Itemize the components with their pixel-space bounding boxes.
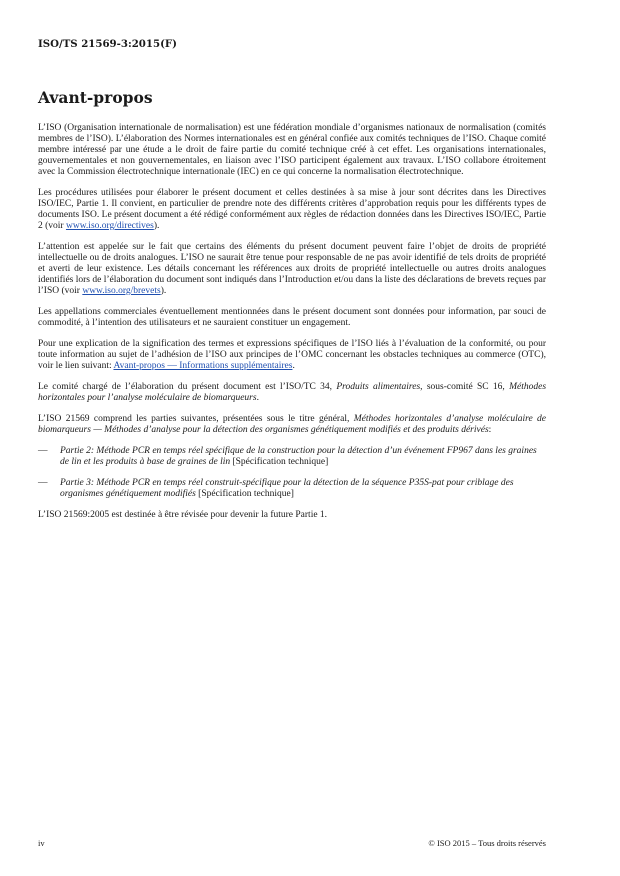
- parts-intro-text: L’ISO 21569 comprend les parties suivantes, présentées sous le titre général,: [38, 414, 354, 424]
- parts-intro-end: :: [488, 425, 492, 435]
- parts-general-title: Méthodes horizontales d’analyse moléculaire de biomarqueurs — Méthodes d’analyse pour la détection des organismes génétiquement modifiés et des produits dérivés: [38, 414, 546, 435]
- paragraph-patents: [38, 242, 546, 297]
- list-dash: —: [38, 478, 48, 488]
- paragraph-trade-names: Les appellations commerciales éventuellement mentionnées dans le présent document sont données pour information, par souci de commodité, à l’intention des utilisateurs et ne sauraient constituer un engagement.: [38, 307, 546, 328]
- copyright-notice: © ISO 2015 – Tous droits réservés: [428, 838, 546, 848]
- committee-text: Le comité chargé de l’élaboration du présent document est l’ISO/TC 34,: [38, 382, 337, 392]
- list-item-title: Partie 2: Méthode PCR en temps réel spécifique de la construction pour la détection d’un événement FP967 dans les graines de lin et les produits à base de graines de lin: [60, 446, 537, 467]
- paragraph-procedures: [38, 188, 546, 232]
- list-item: [38, 478, 546, 500]
- patents-text: L’attention est appelée sur le fait que certains des éléments du présent document peuvent faire l’objet de droits de propriété intellectuelle ou de droits analogues. L’ISO ne saurait être tenue pour responsable de ne pas avoir identifié de tels droits de propriété et averti de leur existence. Les détails concernant les références aux droits de propriété intellectuelle ou autres droits analogues identifiés lors de l’élaboration du document sont indiqués dans l’Introduction et/ou dans la liste des déclarations de brevets reçues par l’ISO (voir: [38, 242, 546, 296]
- paragraph-revision: L’ISO 21569:2005 est destinée à être révisée pour devenir la future Partie 1.: [38, 510, 328, 520]
- foreword-info-link[interactable]: Avant-propos — Informations supplémentaires: [113, 361, 293, 371]
- patents-end: ).: [160, 286, 167, 296]
- procedures-text: Les procédures utilisées pour élaborer le présent document et celles destinées à sa mise à jour sont décrites dans les Directives ISO/IEC, Partie 1. Il convient, en particulier de prendre note des différents critères d’approbation requis pour les différents types de documents ISO. Le présent document a été rédigé conformément aux règles de rédaction données dans les Directives ISO/IEC, Partie 2 (voir: [38, 188, 546, 231]
- procedures-end: ).: [153, 221, 160, 231]
- paragraph-conformity: [38, 339, 546, 372]
- document-body: [38, 123, 546, 531]
- paragraph-iso-intro: L’ISO (Organisation internationale de normalisation) est une fédération mondiale d’organismes nationaux de normalisation (comités membres de l’ISO). L’élaboration des Normes internationales est en général confiée aux comités techniques de l’ISO. Chaque comité membre intéressé par une étude a le droit de faire partie du comité technique créé à cet effet. Les organisations internationales, gouvernementales et non gouvernementales, en liaison avec l’ISO participent également aux travaux. L’ISO collabore étroitement avec la Commission électrotechnique internationale (IEC) en ce qui concerne la normalisation électrotechnique.: [38, 123, 546, 177]
- list-item: [38, 446, 546, 468]
- conformity-end: .: [292, 361, 295, 371]
- paragraph-committee: [38, 382, 546, 404]
- page-title: Avant-propos: [38, 88, 153, 107]
- page-number: iv: [38, 838, 45, 848]
- committee-sc-name: Méthodes horizontales pour l’analyse moléculaire de biomarqueurs: [38, 382, 547, 403]
- document-id: ISO/TS 21569-3:2015(F): [38, 38, 177, 50]
- list-item-tail: [Spécification technique]: [230, 457, 329, 467]
- list-dash: —: [38, 446, 48, 456]
- list-item-text: [60, 478, 546, 500]
- patents-link[interactable]: www.iso.org/brevets: [82, 286, 161, 296]
- list-item-tail: [Spécification technique]: [195, 489, 294, 499]
- conformity-text: Pour une explication de la signification des termes et expressions spécifiques de l’ISO liés à l’évaluation de la conformité, ou pour toute information au sujet de l’adhésion de l’ISO aux principes de l’OMC concernant les obstacles techniques au commerce (OTC), voir le lien suivant:: [38, 339, 546, 371]
- list-item-title: Partie 3: Méthode PCR en temps réel construit-spécifique pour la détection de la séquence P35S-pat pour criblage des organismes génétiquement modifiés: [60, 478, 514, 499]
- paragraph-parts-intro: [38, 414, 546, 436]
- committee-end: .: [256, 393, 259, 403]
- list-item-text: [60, 446, 546, 468]
- committee-mid: , sous-comité SC 16,: [420, 382, 510, 392]
- committee-tc-name: Produits alimentaires: [336, 382, 421, 392]
- directives-link[interactable]: www.iso.org/directives: [65, 221, 154, 231]
